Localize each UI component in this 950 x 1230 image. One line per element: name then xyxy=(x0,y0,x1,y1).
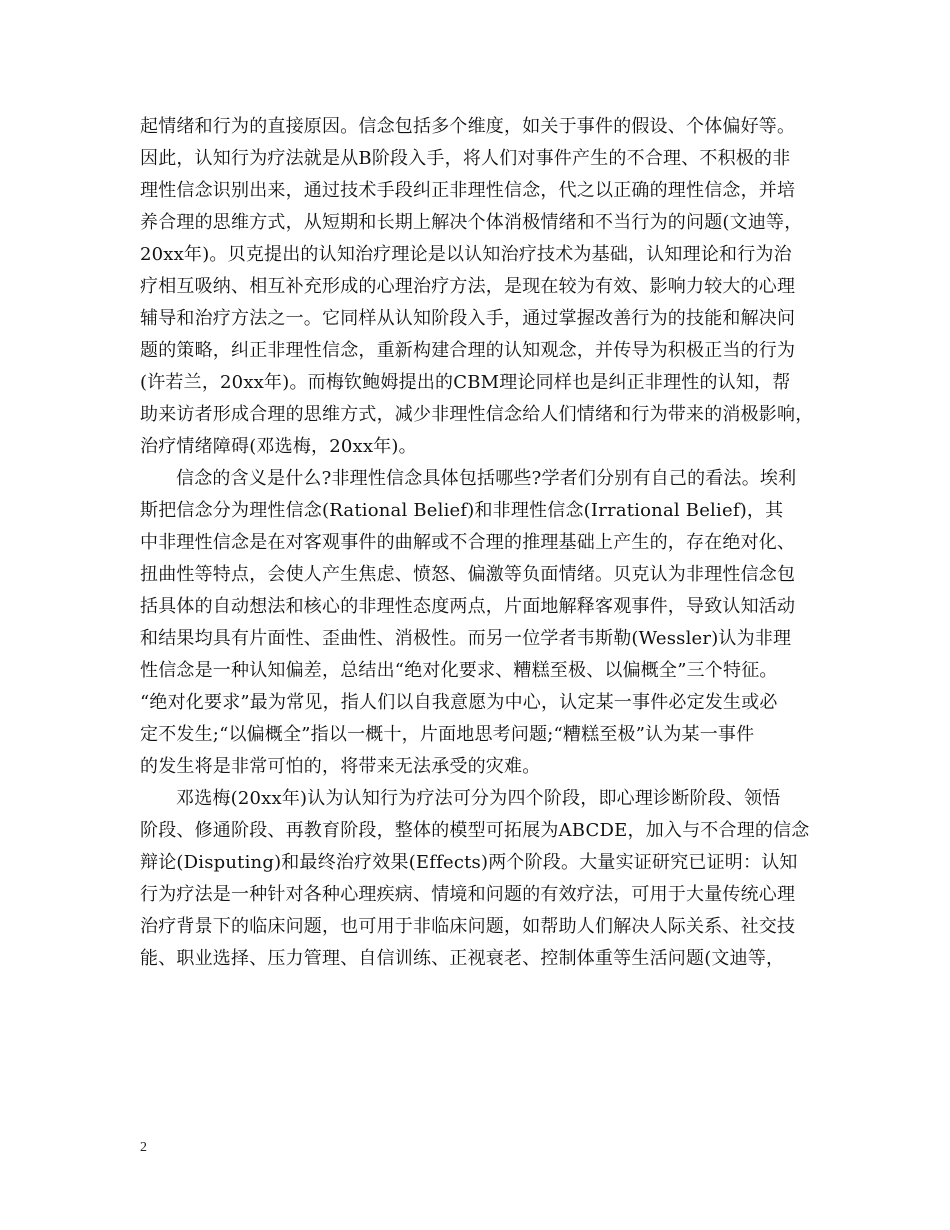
paragraph-start-line: 邓选梅(20xx年)认为认知行为疗法可分为四个阶段，即心理诊断阶段、领悟 xyxy=(176,788,781,809)
text-line: 行为疗法是一种针对各种心理疾病、情境和问题的有效疗法，可用于大量传统心理 xyxy=(140,884,796,905)
text-line: (许若兰，20xx年)。而梅钦鲍姆提出的CBM理论同样也是纠正非理性的认知，帮 xyxy=(140,372,791,393)
text-line: “绝对化要求”最为常见，指人们以自我意愿为中心，认定某一事件必定发生或必 xyxy=(140,692,778,713)
text-line: 养合理的思维方式，从短期和长期上解决个体消极情绪和不当行为的问题(文迪等， xyxy=(140,212,803,233)
text-line: 和结果均具有片面性、歪曲性、消极性。而另一位学者韦斯勒(Wessler)认为非理 xyxy=(140,628,792,649)
text-line: 20xx年)。贝克提出的认知治疗理论是以认知治疗技术为基础，认知理论和行为治 xyxy=(140,244,792,265)
text-line: 辩论(Disputing)和最终治疗效果(Effects)两个阶段。大量实证研究已证明：认知 xyxy=(140,852,798,873)
text-line: 括具体的自动想法和核心的非理性态度两点，片面地解释客观事件，导致认知活动 xyxy=(140,596,796,617)
text-line: 助来访者形成合理的思维方式，减少非理性信念给人们情绪和行为带来的消极影响， xyxy=(140,404,814,425)
text-line: 能、职业选择、压力管理、自信训练、正视衰老、控制体重等生活问题(文迪等， xyxy=(140,948,785,969)
text-line: 治疗情绪障碍(邓选梅，20xx年)。 xyxy=(140,436,417,457)
page-number: 2 xyxy=(140,1140,147,1155)
text-line: 性信念是一种认知偏差，总结出“绝对化要求、糟糕至极、以偏概全”三个特征。 xyxy=(140,660,778,681)
text-line: 斯把信念分为理性信念(Rational Belief)和非理性信念(Irrational Belief)，其 xyxy=(140,500,784,521)
text-line: 理性信念识别出来，通过技术手段纠正非理性信念，代之以正确的理性信念，并培 xyxy=(140,180,796,201)
text-line: 扭曲性等特点，会使人产生焦虑、愤怒、偏激等负面情绪。贝克认为非理性信念包 xyxy=(140,564,796,585)
text-line: 辅导和治疗方法之一。它同样从认知阶段入手，通过掌握改善行为的技能和解决问 xyxy=(140,308,796,329)
text-line: 治疗背景下的临床问题，也可用于非临床问题，如帮助人们解决人际关系、社交技 xyxy=(140,916,796,937)
text-line: 的发生将是非常可怕的，将带来无法承受的灾难。 xyxy=(140,756,541,777)
text-line: 中非理性信念是在对客观事件的曲解或不合理的推理基础上产生的，存在绝对化、 xyxy=(140,532,796,553)
paragraph-start-line: 信念的含义是什么?非理性信念具体包括哪些?学者们分别有自己的看法。埃利 xyxy=(176,468,797,489)
text-line: 阶段、修通阶段、再教育阶段，整体的模型可拓展为ABCDE，加入与不合理的信念 xyxy=(140,820,810,841)
text-line: 起情绪和行为的直接原因。信念包括多个维度，如关于事件的假设、个体偏好等。 xyxy=(140,116,796,137)
text-line: 因此，认知行为疗法就是从B阶段入手，将人们对事件产生的不合理、不积极的非 xyxy=(140,148,791,169)
text-line: 疗相互吸纳、相互补充形成的心理治疗方法，是现在较为有效、影响力较大的心理 xyxy=(140,276,796,297)
text-line: 定不发生;“以偏概全”指以一概十，片面地思考问题;“糟糕至极”认为某一事件 xyxy=(140,724,755,745)
text-line: 题的策略，纠正非理性信念，重新构建合理的认知观念，并传导为积极正当的行为 xyxy=(140,340,796,361)
body-text xyxy=(140,111,820,975)
